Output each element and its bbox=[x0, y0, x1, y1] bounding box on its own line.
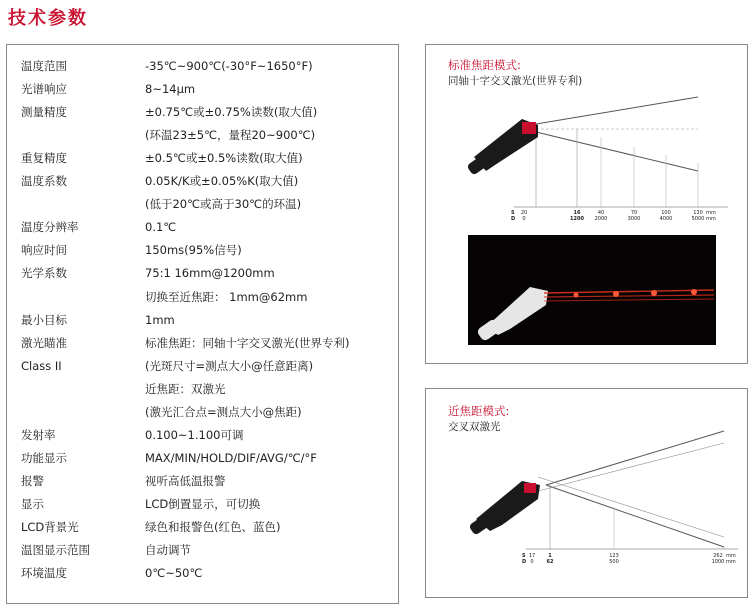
spec-label: 环境温度 bbox=[21, 566, 67, 581]
spec-value: MAX/MIN/HOLD/DIF/AVG/℃/°F bbox=[145, 450, 317, 465]
standard-focus-panel bbox=[425, 44, 748, 364]
standard-panel-title: 标准焦距模式: bbox=[448, 58, 521, 72]
spec-value: (低于20℃或高于30℃的环温) bbox=[145, 197, 302, 212]
spec-label: LCD背景光 bbox=[21, 520, 79, 534]
spec-value: 0℃~50℃ bbox=[145, 566, 203, 581]
spec-value: 150ms(95%信号) bbox=[145, 243, 242, 258]
spec-value: 自动调节 bbox=[145, 543, 191, 558]
near-s-value: 262 bbox=[713, 553, 723, 559]
spec-label: 温度范围 bbox=[21, 59, 67, 73]
svg-text:D: D bbox=[522, 559, 527, 565]
spec-value: 切换至近焦距： 1mm@62mm bbox=[145, 289, 308, 304]
spec-label: 光谱响应 bbox=[21, 82, 67, 97]
std-d-value: 3000 bbox=[627, 216, 641, 221]
spec-value: (环温23±5℃，量程20~900℃) bbox=[145, 128, 316, 143]
near-d-value: 62 bbox=[546, 559, 554, 565]
std-d-value-unit: mm bbox=[706, 216, 716, 221]
near-s-value: 17 bbox=[528, 553, 536, 559]
spec-value: 标准焦距：同轴十字交叉激光(世界专利) bbox=[145, 335, 350, 350]
svg-text:S: S bbox=[511, 210, 515, 216]
svg-text:S: S bbox=[522, 553, 526, 559]
svg-text:D: D bbox=[511, 216, 516, 221]
near-s-value-unit: mm bbox=[726, 553, 736, 559]
std-s-value: 40 bbox=[597, 210, 605, 216]
spec-label: 激光瞄准 bbox=[21, 335, 67, 350]
spec-value: -35℃~900℃(-30°F~1650°F) bbox=[145, 59, 313, 73]
std-s-value: 100 bbox=[661, 210, 671, 216]
spec-label: 温度系数 bbox=[21, 174, 67, 189]
std-d-value: 2000 bbox=[594, 216, 608, 221]
spec-table bbox=[6, 44, 399, 604]
spec-value: ±0.75℃或±0.75%读数(取大值) bbox=[145, 105, 318, 120]
spec-label: 发射率 bbox=[21, 427, 56, 442]
spec-value: 75:1 16mm@1200mm bbox=[145, 266, 275, 281]
spec-value: 绿色和报警色(红色、蓝色) bbox=[145, 520, 281, 534]
spec-label: 测量精度 bbox=[21, 105, 67, 120]
spec-value: 8~14μm bbox=[145, 82, 196, 97]
near-d-value: 1000 bbox=[711, 559, 725, 565]
spec-label: 响应时间 bbox=[21, 243, 67, 258]
spec-value: 0.1℃ bbox=[145, 220, 177, 235]
spec-label: 显示 bbox=[21, 496, 44, 511]
spec-label: 重复精度 bbox=[21, 151, 67, 166]
spec-value: LCD倒置显示，可切换 bbox=[145, 496, 261, 511]
near-focus-diagram bbox=[466, 429, 746, 579]
spec-value: ±0.5℃或±0.5%读数(取大值) bbox=[145, 151, 303, 166]
std-s-value-unit: mm bbox=[706, 210, 716, 216]
near-s-value: 1 bbox=[548, 553, 552, 559]
std-s-value: 70 bbox=[630, 210, 638, 216]
spec-value: 0.05K/K或±0.05%K(取大值) bbox=[145, 174, 299, 189]
thermometer-gun-icon bbox=[466, 119, 538, 176]
std-d-value: 1200 bbox=[570, 216, 584, 221]
standard-panel-subtitle: 同轴十字交叉激光(世界专利) bbox=[448, 75, 583, 87]
near-d-value: 500 bbox=[609, 559, 619, 565]
near-d-value: 0 bbox=[530, 559, 534, 565]
std-s-value: 16 bbox=[573, 210, 581, 216]
spec-value: 0.100~1.100可调 bbox=[145, 427, 244, 442]
spec-label: Class II bbox=[21, 358, 62, 373]
near-focus-panel bbox=[425, 388, 748, 598]
std-d-value: 0 bbox=[522, 216, 526, 221]
spec-value: (激光汇合点=测点大小@焦距) bbox=[145, 404, 302, 419]
page-title: 技术参数 bbox=[8, 8, 88, 29]
std-s-value: 20 bbox=[520, 210, 528, 216]
spec-label: 温度分辨率 bbox=[21, 220, 79, 235]
spec-label: 最小目标 bbox=[21, 312, 67, 327]
std-d-value: 4000 bbox=[659, 216, 673, 221]
spec-value: 近焦距：双激光 bbox=[145, 381, 226, 396]
near-panel-subtitle: 交叉双激光 bbox=[448, 421, 501, 433]
laser-photo bbox=[468, 235, 716, 345]
std-d-value: 5000 bbox=[691, 216, 705, 221]
spec-label: 温图显示范围 bbox=[21, 543, 90, 558]
spec-label: 功能显示 bbox=[21, 450, 67, 465]
std-s-value: 130 bbox=[693, 210, 703, 216]
thermometer-gun-icon bbox=[468, 481, 540, 536]
near-panel-title: 近焦距模式: bbox=[448, 404, 510, 418]
near-d-value-unit: mm bbox=[726, 559, 736, 565]
spec-value: (光斑尺寸=测点大小@任意距离) bbox=[145, 358, 314, 373]
spec-label: 光学系数 bbox=[21, 266, 67, 281]
near-s-value: 123 bbox=[609, 553, 619, 559]
spec-label: 报警 bbox=[21, 473, 44, 488]
spec-value: 1mm bbox=[145, 312, 175, 327]
standard-focus-diagram bbox=[466, 89, 746, 221]
spec-value: 视听高低温报警 bbox=[145, 473, 226, 488]
